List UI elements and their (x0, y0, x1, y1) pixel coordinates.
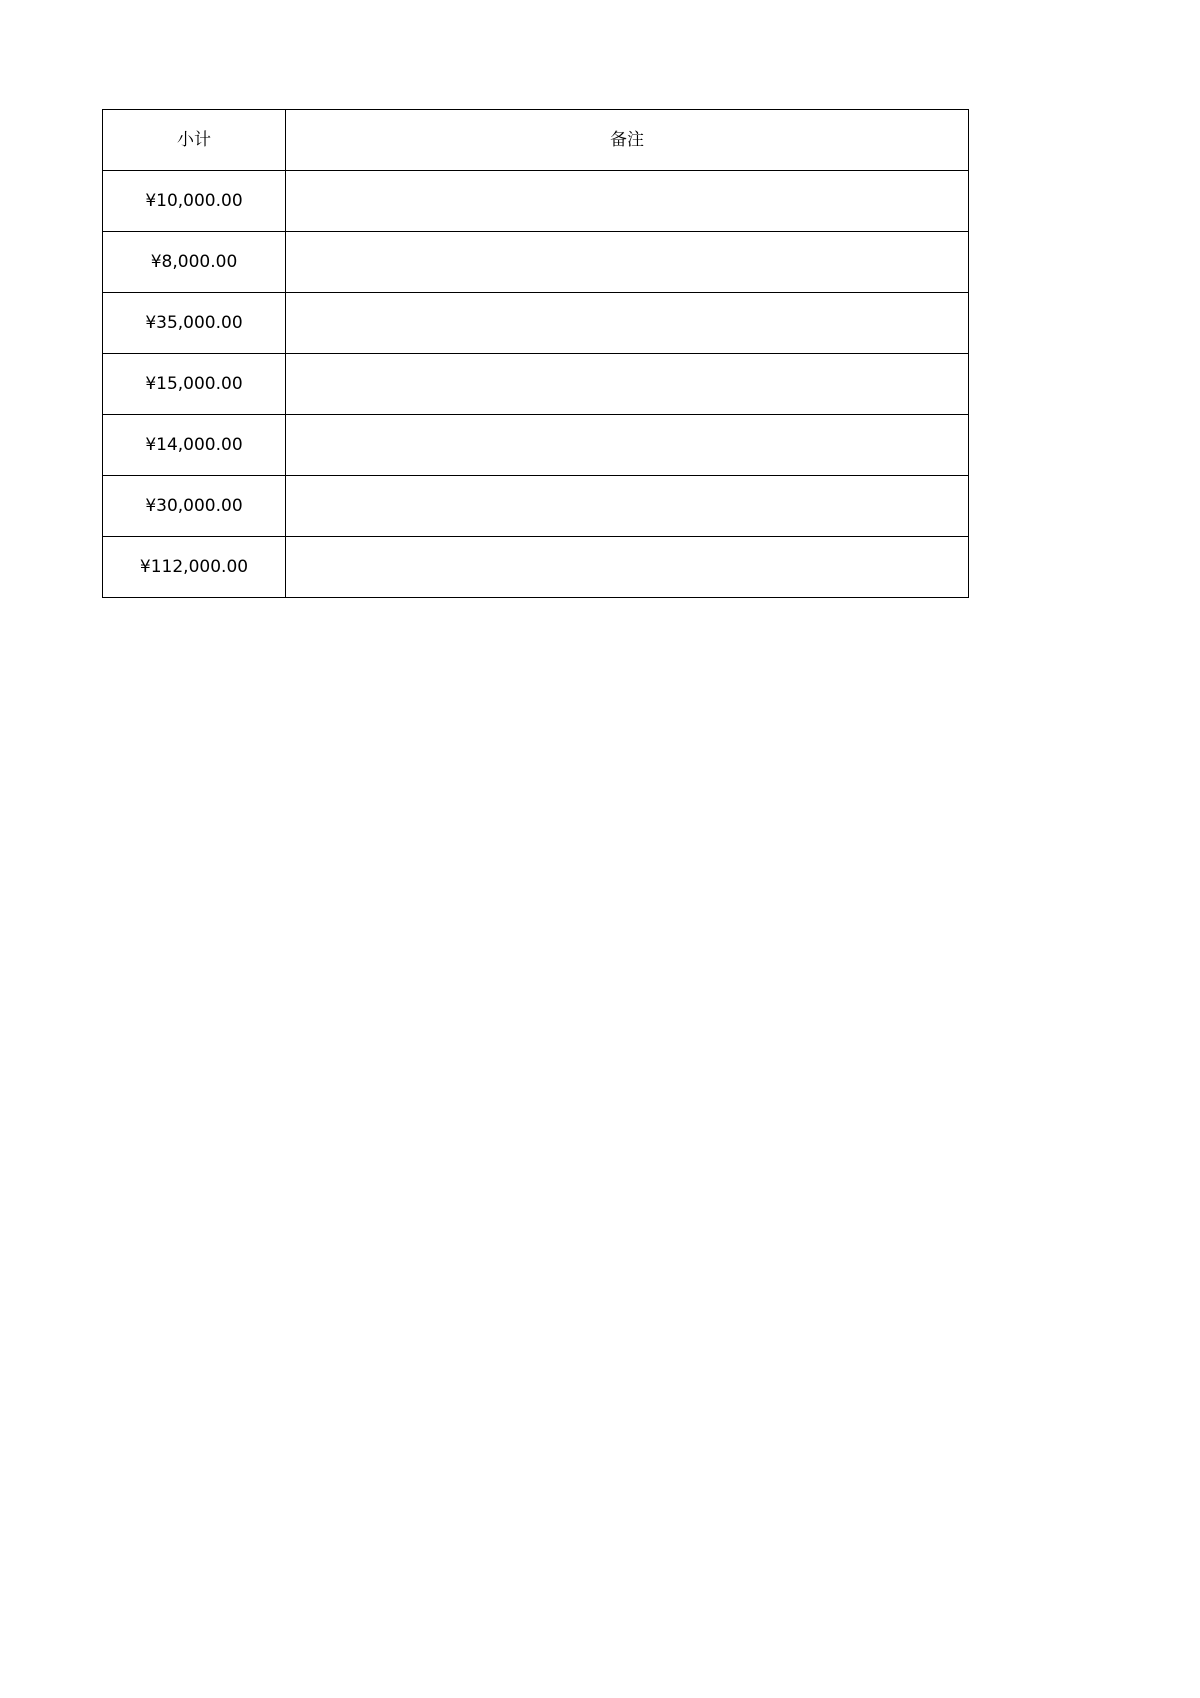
subtotal-cell: ¥35,000.00 (103, 293, 286, 354)
subtotal-cell: ¥15,000.00 (103, 354, 286, 415)
remark-cell (286, 537, 969, 598)
table-row (103, 415, 969, 476)
table-row (103, 476, 969, 537)
remark-cell (286, 293, 969, 354)
total-subtotal-cell: ¥112,000.00 (103, 537, 286, 598)
remark-cell (286, 476, 969, 537)
table-row-total (103, 537, 969, 598)
subtotal-cell: ¥30,000.00 (103, 476, 286, 537)
subtotal-cell: ¥8,000.00 (103, 232, 286, 293)
table-row (103, 354, 969, 415)
subtotal-table (102, 109, 969, 598)
remark-cell (286, 232, 969, 293)
table-header-row (103, 110, 969, 171)
table-row (103, 171, 969, 232)
document-page (102, 109, 968, 598)
subtotal-cell: ¥10,000.00 (103, 171, 286, 232)
remark-cell (286, 354, 969, 415)
table-row (103, 232, 969, 293)
subtotal-column-header: 小计 (103, 110, 286, 171)
remark-cell (286, 171, 969, 232)
remark-column-header: 备注 (286, 110, 969, 171)
remark-cell (286, 415, 969, 476)
subtotal-cell: ¥14,000.00 (103, 415, 286, 476)
table-row (103, 293, 969, 354)
